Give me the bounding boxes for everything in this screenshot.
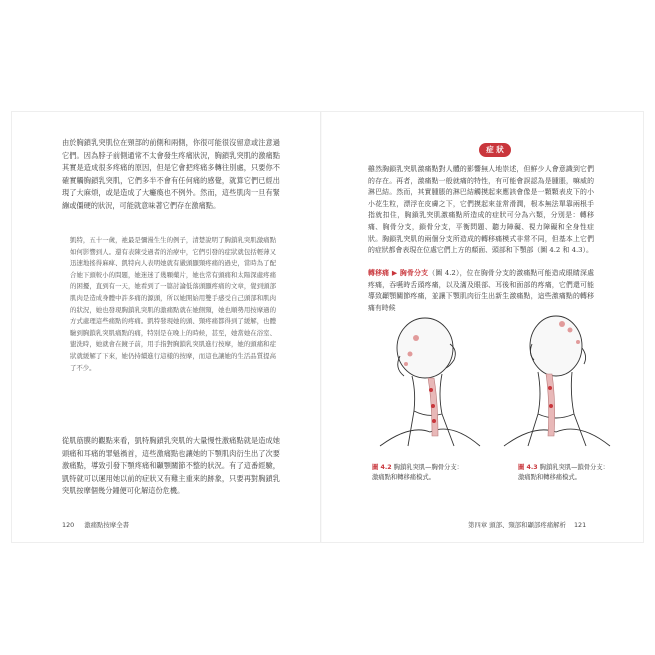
section-badge: 症 狀 (479, 143, 511, 157)
trigger-point-3 (432, 419, 436, 423)
figure-4-2-title: 胸鎖乳突肌—胸骨分支： (393, 464, 463, 471)
intro-paragraph: 由於胸鎖乳突肌位在頸部的前側和兩側，你很可能很沒留意或注意過它們。因為脖子前側通常不太會發生疼痛狀況，胸鎖乳突肌的激痛點其實是造成很多疼痛的原因，但是它會把疼痛多轉往別處，只要你不確實觸胸鎖乳突肌，它們多半不會有任何痛的感覺，就算它們已經出現了大麻煩，或是造成了大癱瘓也不例外。然而，這些肌肉一旦有緊繃或僵硬的狀況，可能就意味著它們存在激痛點。 (62, 138, 280, 210)
right-page-number: 121 (573, 521, 587, 529)
left-page-number: 120 (62, 521, 75, 529)
figure-4-3-illustration (498, 306, 613, 456)
figure-4-3-number: 圖 4.3 (518, 464, 538, 471)
figure-4-2-number: 圖 4.2 (372, 464, 392, 471)
figure-4-3-caption (518, 463, 628, 483)
figure-4-2-illustration (370, 306, 485, 456)
page-gutter (320, 112, 322, 542)
referral-text: （圖 4.2），位在胸骨分支的激痛點可能造成眼睛深處疼痛，吞嚥時舌頭疼痛，以及滿及眼部、耳後和面部的疼痛，它們還可能導致顳顎關節疼痛，並讓下顎肌肉衍生出新生激痛點，這些激痛點的轉移痛有時候 (368, 269, 594, 312)
closing-paragraph: 從肌筋膜的觀點來看，凱特胸鎖乳突肌的大量慢性激痛點就是造成她頭痛和耳痛的罪魁禍首，這些激痛點也讓她的下顎肌肉衍生出了次要激痛點，導致引發下顎疼痛和顳顎關節不整的狀況。有了這番經驗，凱特就可以運用她以前的症狀又有雞主重來的跡象，只要再對胸鎖乳突肌按摩個幾分鐘便可化解這份危機。 (62, 436, 280, 495)
book-title: 激痛點按摩全書 (84, 521, 129, 529)
right-folio (468, 520, 586, 529)
figure-4-2-caption (372, 463, 482, 483)
figure-4-2-subtitle: 激痛點和轉移痛模式。 (372, 474, 435, 481)
trigger-point-1 (429, 388, 433, 392)
left-folio (62, 520, 129, 529)
trigger-point-5 (549, 404, 553, 408)
referral-label: 轉移痛 ▶ 胸骨分支 (368, 269, 429, 277)
symptoms-paragraph: 雖然胸鎖乳突肌激痛點對人體的影響無人地崇述，但鮮少人會意識到它們的存在。再者，激痛點一般就痛的特性，有可能會誤認為是腫脹，嘛威的淋巴結。然而，其實腫脹的淋巴結觸摸起來應該會像是一顆顆表皮下的小小花生粒，漂浮在皮膚之下，它們摸起來並常滑潤，根本無法單靠兩根手指就扣住，胸鎖乳突肌激痛點所造成的症狀可分為六類，分別是：轉移痛、胸骨分支，鎖骨分支，平衡問題、聽力障礙、視力障礙和全身性症狀。胸鎖乳突肌的兩個分支所造成的轉移痛模式非常不同，但基本上它們的症狀都會表現在位處它們上方的顏面、頭部和下顎部（圖 4.2 和 4.3）。 (368, 165, 594, 255)
figure-4-3-title: 胸鎖乳突肌—鎖骨分支： (539, 464, 609, 471)
trigger-point-4 (548, 386, 552, 390)
case-study-paragraph: 凱特，五十一歲，祂最是彌漫生生的例子，清楚說明了胸鎖乳突肌激痛點如何影響到人。還有表陳受過者的治療中，它們引發的症狀就包括輕薄又迅速地搖得麻痺、凱特向人表明她就有嚴頭顯頸疼痛的過史，當時為了配合她下頭較小的問題，她迷迷了幾顆藥片，她也常有頭痛和太陽深處疼痛的困擾，直到有一天，她看到了一篇討論低落頭顯疼痛的文章，覺到頭部肌肉是造成身體中許多痛的源頭，所以她開始用雙手感受自己頭部和肌肉的狀況，她也發現胸鎖乳突肌的激痛點就在她側頸，她也順勢用按摩過的方式處理這些痛點的疼痛。凱特發現她的頭、頸疼痛都得到了緩解，也體驗到胸鎖乳突肌痛點的痛，特別是在晚上的時候，甚至，她當她在浴室、盥洗時，她就會在鏡子前，用手指對胸鎖乳突肌進行按摩，她的頭痛和症狀就緩解了下來，她仍持續進行這樣的按摩，而這也讓她的生活品質提高了不少。 (70, 236, 276, 372)
trigger-point-2 (431, 404, 435, 408)
figure-4-3-subtitle: 激痛點和轉移痛模式。 (518, 474, 581, 481)
chapter-title: 第四章 頭部、頸部和顳部疼痛解析 (468, 521, 566, 529)
